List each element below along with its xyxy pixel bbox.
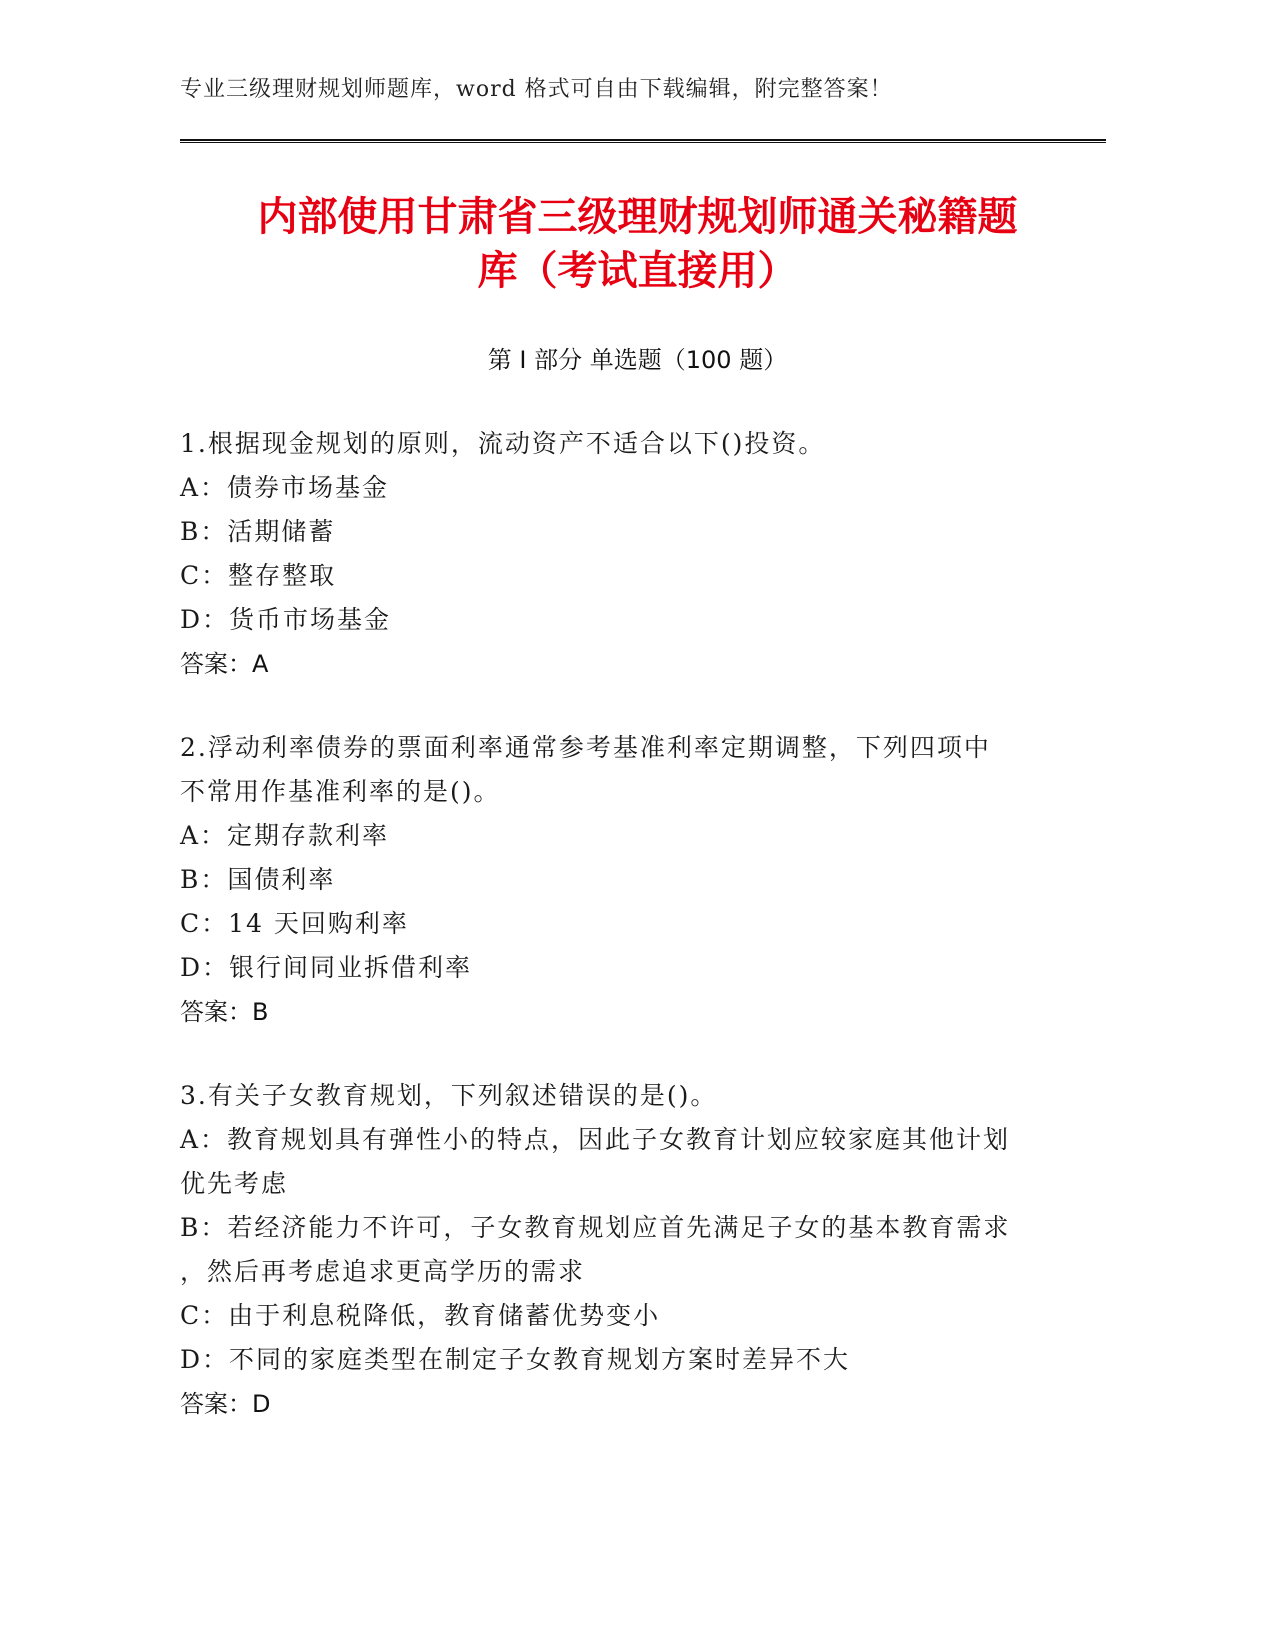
question-1 [180,422,1040,686]
option-c: C：14 天回购利率 [180,909,409,938]
option-a: A：定期存款利率 [180,821,390,850]
question-stem: 2.浮动利率债券的票面利率通常参考基准利率定期调整，下列四项中 [180,733,991,762]
question-list [180,422,1040,1466]
question-stem: 3.有关子女教育规划，下列叙述错误的是()。 [180,1081,718,1110]
document-title-line-2: 库（考试直接用） [477,248,798,294]
option-d: D：货币市场基金 [180,605,392,634]
answer-line: 答案：A [180,650,269,678]
option-b-continued: ，然后再考虑追求更高学历的需求 [180,1257,586,1286]
option-b: B：国债利率 [180,865,336,894]
answer-line: 答案：D [180,1390,271,1418]
option-c: C：整存整取 [180,561,337,590]
document-title [150,190,1125,298]
answer-line: 答案：B [180,998,269,1026]
question-stem-continued: 不常用作基准利率的是()。 [180,777,501,806]
header-note: 专业三级理财规划师题库，word 格式可自由下载编辑，附完整答案！ [180,77,893,102]
question-stem: 1.根据现金规划的原则，流动资产不适合以下()投资。 [180,429,826,458]
option-d: D：不同的家庭类型在制定子女教育规划方案时差异不大 [180,1345,851,1374]
option-a-continued: 优先考虑 [180,1169,289,1198]
option-a: A：教育规划具有弹性小的特点，因此子女教育计划应较家庭其他计划 [180,1125,1011,1154]
question-2 [180,726,1040,1034]
option-a: A：债券市场基金 [180,473,390,502]
option-d: D：银行间同业拆借利率 [180,953,473,982]
section-title: 第 I 部分 单选题（100 题） [487,346,788,374]
question-3 [180,1074,1040,1426]
option-c: C：由于利息税降低，教育储蓄优势变小 [180,1301,661,1330]
option-b: B：活期储蓄 [180,517,336,546]
option-b: B：若经济能力不许可，子女教育规划应首先满足子女的基本教育需求 [180,1213,1011,1242]
header-divider [180,139,1106,143]
document-title-line-1: 内部使用甘肃省三级理财规划师通关秘籍题 [257,194,1018,240]
